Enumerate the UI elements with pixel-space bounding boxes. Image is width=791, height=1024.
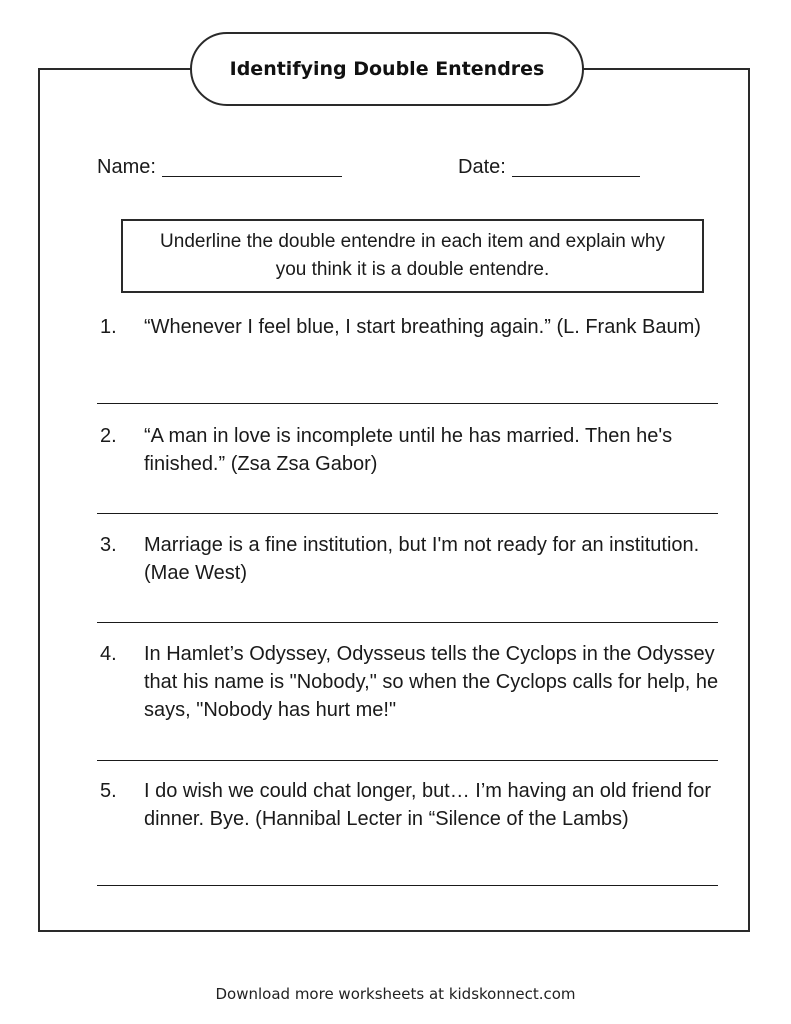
question-number: 1. xyxy=(100,316,117,338)
question-item xyxy=(100,640,720,724)
answer-line xyxy=(97,513,718,514)
date-label: Date: xyxy=(458,156,506,178)
name-field xyxy=(97,156,342,179)
date-field xyxy=(458,156,640,179)
question-text: “Whenever I feel blue, I start breathing again.” (L. Frank Baum) xyxy=(144,316,701,338)
question-number: 3. xyxy=(100,534,117,556)
name-label: Name: xyxy=(97,156,156,178)
question-item xyxy=(100,422,720,478)
footer-text: Download more worksheets at kidskonnect.com xyxy=(215,985,576,1003)
question-item xyxy=(100,777,720,833)
name-blank-line xyxy=(162,176,342,177)
answer-line xyxy=(97,760,718,761)
answer-line xyxy=(97,885,718,886)
footer-credit xyxy=(0,985,791,1003)
worksheet-title xyxy=(190,32,584,106)
question-text: In Hamlet’s Odyssey, Odysseus tells the Cyclops in the Odyssey that his name is "Nobody," so when the Cyclops calls for help, he says, "Nobody has hurt me!" xyxy=(144,643,719,721)
question-text: “A man in love is incomplete until he has married. Then he's finished.” (Zsa Zsa Gabor) xyxy=(144,425,673,475)
instructions-text: Underline the double entendre in each item and explain why you think it is a double entendre. xyxy=(160,231,665,280)
question-text: I do wish we could chat longer, but… I’m having an old friend for dinner. Bye. (Hannibal Lecter in “Silence of the Lambs) xyxy=(144,780,711,830)
question-item xyxy=(100,313,720,341)
question-text: Marriage is a fine institution, but I'm not ready for an institution. (Mae West) xyxy=(144,534,700,584)
answer-line xyxy=(97,622,718,623)
instructions-box xyxy=(121,219,704,293)
question-number: 5. xyxy=(100,780,117,802)
question-item xyxy=(100,531,720,587)
worksheet-title-text: Identifying Double Entendres xyxy=(229,58,545,80)
date-blank-line xyxy=(512,176,640,177)
question-number: 2. xyxy=(100,425,117,447)
answer-line xyxy=(97,403,718,404)
question-number: 4. xyxy=(100,643,117,665)
